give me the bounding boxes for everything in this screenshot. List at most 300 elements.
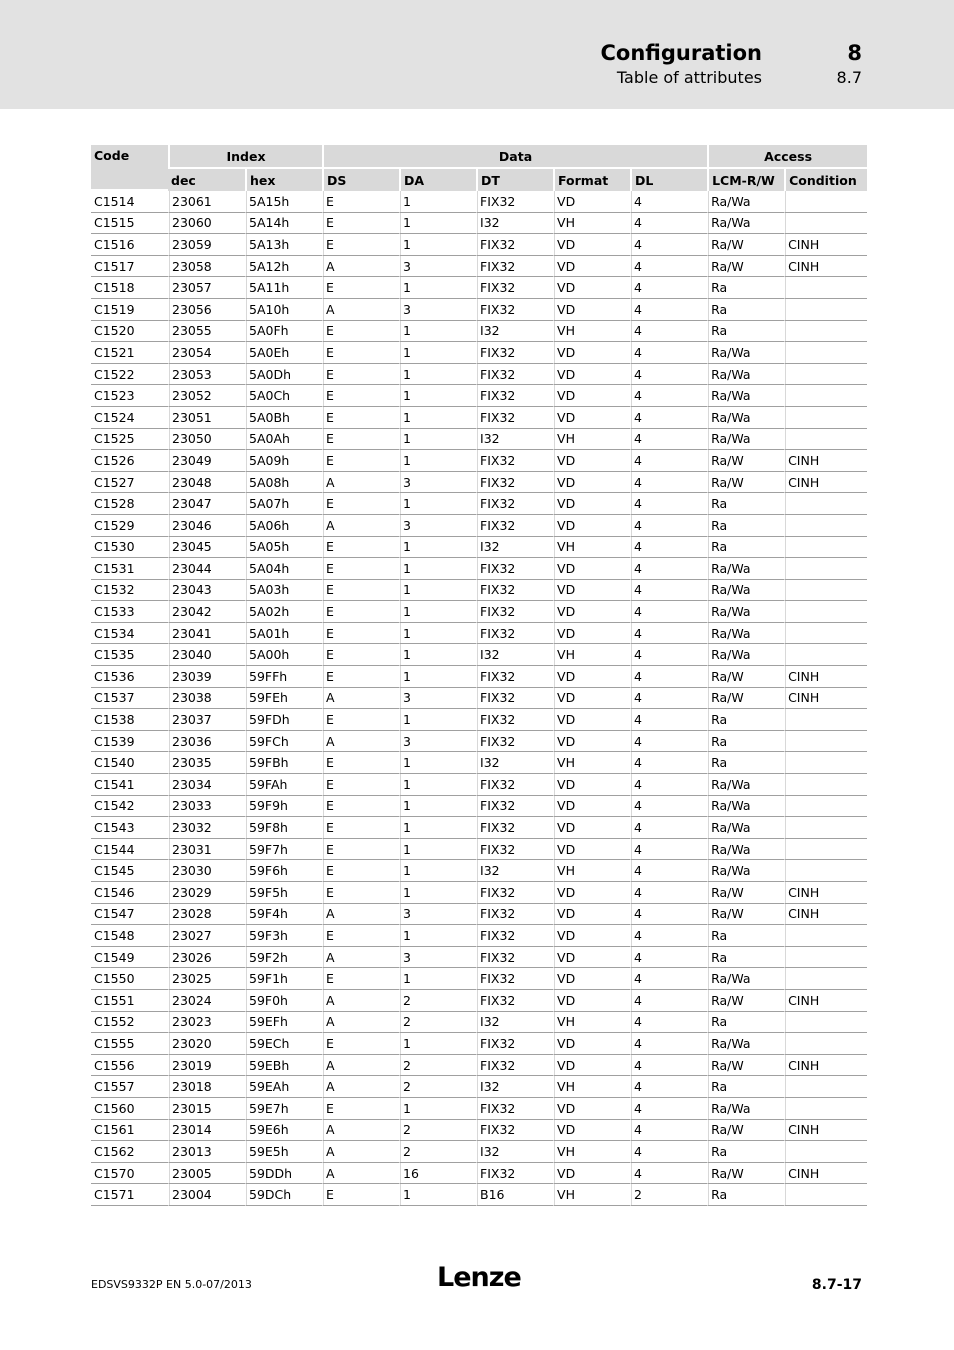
cell-dec: 23055 [168,321,245,343]
cell-ds: E [322,925,399,947]
cell-lcm-rw: Ra [707,925,784,947]
cell-code: C1535 [91,644,168,666]
table-row [91,1141,867,1163]
cell-dt: FIX32 [476,1033,553,1055]
cell-code: C1541 [91,774,168,796]
cell-lcm-rw: Ra/W [707,256,784,278]
cell-dl: 4 [630,925,707,947]
cell-ds: A [322,256,399,278]
cell-dt: FIX32 [476,666,553,688]
cell-dl: 4 [630,644,707,666]
cell-format: VH [553,644,630,666]
table-row [91,191,867,213]
cell-ds: E [322,817,399,839]
section-title: Table of attributes [616,68,762,87]
cell-lcm-rw: Ra/W [707,904,784,926]
cell-dl: 4 [630,623,707,645]
cell-lcm-rw: Ra/Wa [707,385,784,407]
cell-condition: CINH [784,882,867,904]
cell-format: VD [553,774,630,796]
cell-dec: 23052 [168,385,245,407]
cell-lcm-rw: Ra [707,1141,784,1163]
cell-hex: 59E5h [245,1141,322,1163]
cell-condition [784,752,867,774]
cell-format: VD [553,601,630,623]
cell-dt: FIX32 [476,342,553,364]
cell-code: C1561 [91,1120,168,1142]
cell-dl: 4 [630,407,707,429]
cell-condition [784,839,867,861]
cell-ds: E [322,1033,399,1055]
cell-da: 1 [399,429,476,451]
table-row [91,839,867,861]
cell-condition [784,537,867,559]
cell-format: VD [553,1120,630,1142]
cell-code: C1560 [91,1098,168,1120]
cell-format: VD [553,191,630,213]
cell-lcm-rw: Ra/Wa [707,644,784,666]
cell-condition: CINH [784,256,867,278]
table-row [91,774,867,796]
cell-lcm-rw: Ra/Wa [707,407,784,429]
cell-da: 1 [399,968,476,990]
cell-dl: 4 [630,213,707,235]
cell-dec: 23029 [168,882,245,904]
cell-ds: E [322,407,399,429]
cell-lcm-rw: Ra/Wa [707,623,784,645]
cell-lcm-rw: Ra [707,709,784,731]
table-row [91,1033,867,1055]
cell-condition [784,947,867,969]
table-row [91,968,867,990]
cell-dl: 4 [630,968,707,990]
cell-dl: 4 [630,321,707,343]
cell-format: VD [553,580,630,602]
cell-code: C1544 [91,839,168,861]
cell-dl: 4 [630,256,707,278]
cell-ds: E [322,213,399,235]
cell-format: VH [553,1012,630,1034]
cell-format: VD [553,385,630,407]
cell-code: C1518 [91,277,168,299]
cell-hex: 5A09h [245,450,322,472]
cell-hex: 5A11h [245,277,322,299]
cell-code: C1536 [91,666,168,688]
table-row [91,234,867,256]
cell-lcm-rw: Ra/W [707,1055,784,1077]
cell-dt: I32 [476,752,553,774]
cell-condition [784,817,867,839]
cell-condition [784,1033,867,1055]
cell-hex: 5A0Ch [245,385,322,407]
table-row [91,364,867,386]
cell-format: VD [553,990,630,1012]
cell-ds: E [322,774,399,796]
cell-ds: A [322,1120,399,1142]
cell-dl: 4 [630,472,707,494]
cell-code: C1555 [91,1033,168,1055]
cell-dt: I32 [476,429,553,451]
cell-lcm-rw: Ra [707,515,784,537]
cell-lcm-rw: Ra [707,1076,784,1098]
cell-code: C1527 [91,472,168,494]
table-row [91,472,867,494]
cell-hex: 5A0Eh [245,342,322,364]
cell-dl: 4 [630,839,707,861]
subheader-dt: DT [476,169,553,191]
table-row [91,580,867,602]
cell-dec: 23061 [168,191,245,213]
cell-dec: 23014 [168,1120,245,1142]
cell-dl: 4 [630,1163,707,1185]
cell-dl: 4 [630,537,707,559]
header-code: Code [91,145,168,191]
cell-hex: 5A0Ah [245,429,322,451]
cell-dt: I32 [476,1141,553,1163]
cell-da: 3 [399,515,476,537]
table-row [91,1098,867,1120]
cell-code: C1538 [91,709,168,731]
cell-da: 3 [399,947,476,969]
cell-dec: 23042 [168,601,245,623]
cell-dt: FIX32 [476,407,553,429]
cell-dt: I32 [476,1012,553,1034]
cell-hex: 5A07h [245,493,322,515]
table-body [91,191,867,1206]
cell-hex: 5A05h [245,537,322,559]
cell-hex: 59F2h [245,947,322,969]
cell-hex: 59F9h [245,796,322,818]
cell-lcm-rw: Ra/Wa [707,429,784,451]
cell-code: C1548 [91,925,168,947]
cell-dt: FIX32 [476,580,553,602]
cell-ds: E [322,860,399,882]
cell-code: C1546 [91,882,168,904]
cell-da: 1 [399,537,476,559]
cell-ds: A [322,1141,399,1163]
cell-da: 1 [399,839,476,861]
cell-ds: A [322,1163,399,1185]
cell-da: 1 [399,558,476,580]
cell-lcm-rw: Ra [707,1012,784,1034]
cell-code: C1547 [91,904,168,926]
table-row [91,904,867,926]
cell-code: C1542 [91,796,168,818]
cell-format: VH [553,1141,630,1163]
cell-hex: 59F8h [245,817,322,839]
cell-da: 1 [399,774,476,796]
cell-da: 1 [399,277,476,299]
cell-dt: FIX32 [476,385,553,407]
cell-condition: CINH [784,904,867,926]
table-row [91,1012,867,1034]
cell-code: C1529 [91,515,168,537]
cell-dl: 4 [630,234,707,256]
cell-dl: 4 [630,1141,707,1163]
subheader-condition: Condition [784,169,867,191]
cell-dec: 23037 [168,709,245,731]
cell-lcm-rw: Ra/Wa [707,558,784,580]
cell-hex: 5A02h [245,601,322,623]
cell-condition: CINH [784,1055,867,1077]
cell-condition [784,277,867,299]
cell-da: 1 [399,213,476,235]
cell-dec: 23048 [168,472,245,494]
cell-dt: FIX32 [476,472,553,494]
cell-lcm-rw: Ra/Wa [707,968,784,990]
cell-dl: 4 [630,947,707,969]
table-row [91,644,867,666]
cell-dec: 23034 [168,774,245,796]
cell-code: C1528 [91,493,168,515]
cell-dec: 23005 [168,1163,245,1185]
cell-dt: FIX32 [476,817,553,839]
cell-lcm-rw: Ra/Wa [707,860,784,882]
cell-format: VD [553,688,630,710]
cell-code: C1549 [91,947,168,969]
table-row [91,601,867,623]
cell-da: 3 [399,904,476,926]
cell-lcm-rw: Ra/Wa [707,342,784,364]
cell-dl: 4 [630,1012,707,1034]
table-row [91,1184,867,1206]
header-band [0,0,954,109]
cell-hex: 59FAh [245,774,322,796]
cell-dl: 4 [630,817,707,839]
cell-dl: 4 [630,774,707,796]
table-row [91,731,867,753]
cell-format: VD [553,968,630,990]
cell-dt: FIX32 [476,515,553,537]
cell-code: C1520 [91,321,168,343]
cell-da: 1 [399,580,476,602]
cell-dl: 4 [630,277,707,299]
cell-hex: 59F3h [245,925,322,947]
cell-da: 1 [399,1033,476,1055]
cell-hex: 59FCh [245,731,322,753]
cell-format: VD [553,904,630,926]
table-row [91,882,867,904]
cell-dt: FIX32 [476,558,553,580]
cell-dl: 4 [630,882,707,904]
cell-lcm-rw: Ra/W [707,234,784,256]
subheader-lcm-rw: LCM-R/W [707,169,784,191]
cell-condition: CINH [784,666,867,688]
cell-code: C1562 [91,1141,168,1163]
cell-dt: FIX32 [476,925,553,947]
cell-code: C1530 [91,537,168,559]
cell-da: 2 [399,1012,476,1034]
cell-format: VH [553,429,630,451]
cell-dt: FIX32 [476,493,553,515]
cell-da: 1 [399,342,476,364]
cell-dl: 4 [630,709,707,731]
table-row [91,256,867,278]
cell-ds: E [322,709,399,731]
cell-condition [784,364,867,386]
cell-ds: A [322,1055,399,1077]
table-row [91,558,867,580]
table-header [91,145,867,191]
chapter-number: 8 [847,41,862,65]
cell-dec: 23057 [168,277,245,299]
cell-dt: I32 [476,537,553,559]
cell-format: VD [553,450,630,472]
cell-condition [784,385,867,407]
cell-ds: E [322,321,399,343]
cell-lcm-rw: Ra/Wa [707,580,784,602]
cell-ds: E [322,558,399,580]
cell-hex: 59EFh [245,1012,322,1034]
cell-lcm-rw: Ra/W [707,1120,784,1142]
cell-dec: 23050 [168,429,245,451]
table-row [91,450,867,472]
cell-dec: 23039 [168,666,245,688]
cell-hex: 59F7h [245,839,322,861]
cell-code: C1552 [91,1012,168,1034]
cell-ds: A [322,515,399,537]
cell-da: 1 [399,234,476,256]
cell-dl: 4 [630,904,707,926]
cell-dl: 4 [630,580,707,602]
table-row [91,407,867,429]
cell-ds: E [322,1098,399,1120]
cell-dec: 23040 [168,644,245,666]
cell-dec: 23046 [168,515,245,537]
cell-hex: 59ECh [245,1033,322,1055]
cell-da: 1 [399,1098,476,1120]
cell-lcm-rw: Ra/Wa [707,1033,784,1055]
cell-ds: E [322,580,399,602]
cell-lcm-rw: Ra/Wa [707,839,784,861]
cell-hex: 59FDh [245,709,322,731]
cell-format: VD [553,234,630,256]
cell-da: 1 [399,493,476,515]
table-row [91,493,867,515]
cell-code: C1539 [91,731,168,753]
cell-dl: 4 [630,1098,707,1120]
cell-hex: 5A14h [245,213,322,235]
table-row [91,537,867,559]
table-row [91,925,867,947]
cell-dl: 4 [630,601,707,623]
cell-condition [784,342,867,364]
cell-ds: A [322,904,399,926]
cell-code: C1523 [91,385,168,407]
header-data: Data [322,145,707,169]
cell-ds: A [322,1012,399,1034]
cell-da: 3 [399,731,476,753]
cell-lcm-rw: Ra/Wa [707,796,784,818]
document-id: EDSVS9332P EN 5.0-07/2013 [91,1278,252,1291]
cell-hex: 59E7h [245,1098,322,1120]
cell-ds: E [322,1184,399,1206]
cell-format: VD [553,558,630,580]
cell-dl: 4 [630,1076,707,1098]
cell-lcm-rw: Ra/W [707,472,784,494]
cell-hex: 59EBh [245,1055,322,1077]
cell-format: VH [553,213,630,235]
cell-condition: CINH [784,990,867,1012]
cell-ds: A [322,947,399,969]
cell-condition [784,1141,867,1163]
cell-ds: A [322,688,399,710]
cell-ds: A [322,731,399,753]
cell-da: 3 [399,472,476,494]
cell-dec: 23020 [168,1033,245,1055]
cell-dec: 23058 [168,256,245,278]
cell-lcm-rw: Ra [707,752,784,774]
cell-code: C1521 [91,342,168,364]
cell-code: C1545 [91,860,168,882]
cell-condition [784,731,867,753]
cell-da: 1 [399,321,476,343]
cell-condition: CINH [784,472,867,494]
table-row [91,796,867,818]
cell-da: 16 [399,1163,476,1185]
cell-dl: 4 [630,191,707,213]
cell-da: 1 [399,925,476,947]
subheader-hex: hex [245,169,322,191]
cell-condition: CINH [784,1120,867,1142]
page-number: 8.7-17 [811,1277,862,1293]
cell-code: C1532 [91,580,168,602]
cell-dt: FIX32 [476,623,553,645]
cell-ds: E [322,450,399,472]
cell-code: C1515 [91,213,168,235]
cell-condition [784,191,867,213]
cell-condition [784,623,867,645]
cell-lcm-rw: Ra [707,537,784,559]
cell-lcm-rw: Ra [707,277,784,299]
cell-dec: 23028 [168,904,245,926]
cell-da: 2 [399,990,476,1012]
cell-dl: 4 [630,515,707,537]
cell-dt: I32 [476,213,553,235]
table-row [91,385,867,407]
cell-format: VD [553,277,630,299]
cell-code: C1534 [91,623,168,645]
cell-code: C1522 [91,364,168,386]
cell-hex: 5A01h [245,623,322,645]
cell-da: 1 [399,191,476,213]
cell-dl: 4 [630,731,707,753]
table-row [91,688,867,710]
table-row [91,1163,867,1185]
cell-dec: 23043 [168,580,245,602]
cell-lcm-rw: Ra/Wa [707,601,784,623]
cell-format: VD [553,1098,630,1120]
cell-hex: 5A15h [245,191,322,213]
cell-code: C1540 [91,752,168,774]
cell-ds: E [322,839,399,861]
cell-dec: 23023 [168,1012,245,1034]
cell-hex: 5A08h [245,472,322,494]
cell-dt: FIX32 [476,299,553,321]
cell-ds: E [322,666,399,688]
cell-dec: 23025 [168,968,245,990]
cell-dt: FIX32 [476,947,553,969]
cell-condition [784,429,867,451]
cell-hex: 5A0Fh [245,321,322,343]
cell-lcm-rw: Ra [707,1184,784,1206]
cell-da: 1 [399,882,476,904]
cell-da: 1 [399,817,476,839]
cell-dl: 4 [630,796,707,818]
cell-dl: 4 [630,429,707,451]
cell-code: C1533 [91,601,168,623]
cell-dl: 4 [630,688,707,710]
